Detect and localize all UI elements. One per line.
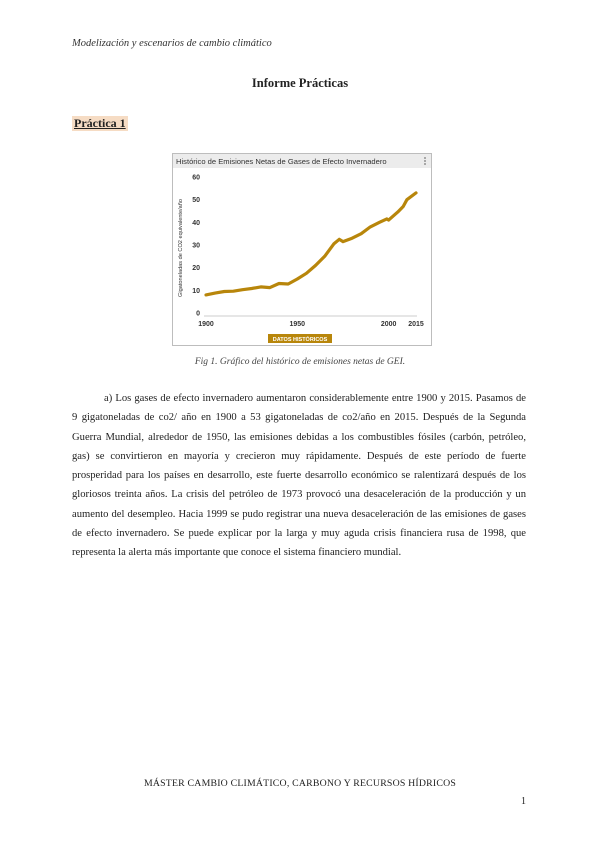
menu-icon[interactable] [424, 157, 426, 165]
document-title: Informe Prácticas [251, 76, 349, 90]
x-tick-label: 2000 [380, 321, 397, 328]
y-tick-label: 20 [192, 265, 200, 273]
y-axis-label: Gigatoneladas de CO2 equivalente/año [178, 199, 184, 297]
figure-caption: Fig 1. Gráfico del histórico de emisiones netas de GEI. [194, 357, 406, 367]
x-tick-label: 2015 [408, 321, 424, 328]
chart-frame [173, 154, 432, 346]
y-tick-label: 40 [192, 219, 200, 227]
x-tick-label: 1900 [198, 321, 214, 328]
y-tick-label: 50 [192, 197, 200, 205]
x-tick-label: 1950 [289, 321, 306, 328]
running-header: Modelización y escenarios de cambio climático [72, 38, 272, 49]
y-tick-label: 0 [196, 310, 200, 318]
emissions-chart-svg [172, 153, 432, 346]
y-tick-label: 30 [192, 242, 200, 250]
emissions-chart [172, 153, 432, 346]
body-paragraph: a) Los gases de efecto invernadero aumentaron considerablemente entre 1900 y 2015. Pasamos de 9 gigatoneladas de co2/ año en 1900 a 53 gigatoneladas de co2/año en 2015. Después de la Segunda Guerra Mundial, alrededor de 1950, las emisiones debidas a los combustibles fósiles (carbón, petróleo, gas) se convirtieron en mayoría y crecieron muy rápidamente. Después de este período de fuerte prosperidad para los países en desarrollo, este fuerte desarrollo económico se ralentizará después de los gloriosos treinta años. La crisis del petróleo de 1973 provocó una desaceleración de la producción y un aumento del desempleo. Hacia 1999 se pudo registrar una nueva desaceleración de las emisiones de gases de efecto invernadero. Se puede explicar por la larga y muy aguda crisis financiera rusa de 1998, que representa la alerta más importante que conoce el sistema financiero mundial. [72, 393, 526, 559]
footer-program: MÁSTER CAMBIO CLIMÁTICO, CARBONO Y RECURSOS HÍDRICOS [143, 778, 457, 789]
section-heading: Práctica 1 [74, 116, 126, 130]
body-text [72, 389, 526, 563]
page-number: 1 [521, 796, 526, 807]
y-tick-label: 60 [192, 174, 200, 182]
historical-data-badge-label: DATOS HISTÓRICOS [272, 337, 328, 343]
y-tick-label: 10 [192, 287, 200, 295]
chart-title: Histórico de Emisiones Netas de Gases de Efecto Invernadero [176, 157, 387, 166]
